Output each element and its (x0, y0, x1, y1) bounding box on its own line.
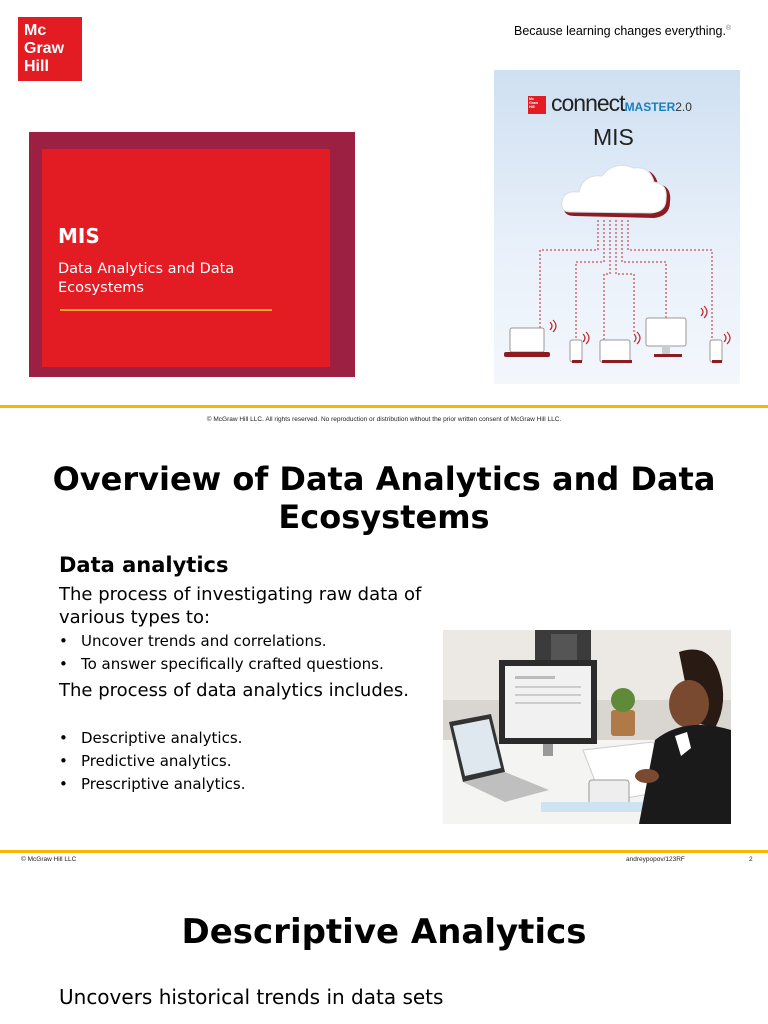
footer-copyright: © McGraw Hill LLC (21, 856, 77, 863)
body-paragraph: Uncovers historical trends in data sets (59, 985, 444, 1009)
copyright-notice: © McGraw Hill LLC. All rights reserved. No reproduction or distribution without the prior written consent of McGraw Hill LLC. (206, 416, 562, 423)
monitor-icon (646, 318, 686, 357)
title-underline (60, 309, 272, 311)
cover-logo-line-1: Mc (529, 97, 534, 101)
bullet-item (59, 729, 242, 747)
slide-title: Overview of Data Analytics and Data Ecosystems (52, 460, 716, 536)
phone-icon (710, 340, 722, 363)
cover-logo-line-3: Hill (529, 105, 535, 110)
bullet-text: To answer specifically crafted questions. (81, 655, 384, 673)
wifi-icon (550, 306, 730, 344)
body-paragraph: The process of investigating raw data of various types to: (59, 584, 422, 628)
bullet-dot: • (59, 632, 68, 650)
course-title: MIS (58, 224, 100, 248)
slide-title: Descriptive Analytics (181, 912, 587, 952)
tablet-icon (600, 340, 632, 363)
bullet-dot: • (59, 729, 68, 747)
bullet-item (59, 655, 384, 673)
logo-line-2: Graw (24, 40, 65, 57)
bullet-dot: • (59, 775, 68, 793)
bullet-text: Predictive analytics. (81, 752, 232, 770)
page-number: 2 (749, 856, 753, 863)
cloud-network-illustration (494, 150, 740, 384)
bullet-item (59, 752, 232, 770)
cover-brand-connect: connect (551, 90, 625, 116)
laptop-icon (504, 328, 550, 357)
cover-logo-line-2: Graw (529, 101, 538, 106)
course-subtitle: Data Analytics and Data Ecosystems (58, 261, 235, 296)
registered-mark: ® (725, 24, 732, 32)
logo-line-3: Hill (24, 58, 49, 75)
tagline (514, 24, 731, 38)
bullet-dot: • (59, 752, 68, 770)
cloud-icon (562, 165, 671, 218)
slide-divider (0, 405, 768, 408)
monitor-icon (499, 660, 597, 756)
bullet-text: Descriptive analytics. (81, 729, 243, 747)
cover-brand-master: MASTER (624, 100, 676, 114)
cover-logo-text (529, 97, 538, 110)
bullet-item (59, 775, 246, 793)
title-box (42, 149, 330, 367)
bullet-item (59, 632, 327, 650)
logo-line-1: Mc (24, 22, 47, 39)
slide-subheading: Data analytics (59, 553, 229, 577)
phone-icon (570, 340, 582, 363)
plant-icon (611, 688, 635, 736)
cover-brand-version: 2.0 (675, 100, 692, 114)
body-paragraph: The process of data analytics includes. (59, 680, 409, 701)
analyst-photo (443, 630, 731, 824)
photo-credit: andreypopov/123RF (626, 856, 685, 863)
mcgraw-hill-logo (18, 17, 82, 81)
cover-title: MIS (593, 124, 634, 150)
tagline-text: Because learning changes everything. (514, 24, 726, 38)
slide-divider (0, 850, 768, 853)
bullet-text: Uncover trends and correlations. (81, 632, 327, 650)
bullet-text: Prescriptive analytics. (81, 775, 246, 793)
cover-brand (551, 90, 692, 117)
bullet-dot: • (59, 655, 68, 673)
